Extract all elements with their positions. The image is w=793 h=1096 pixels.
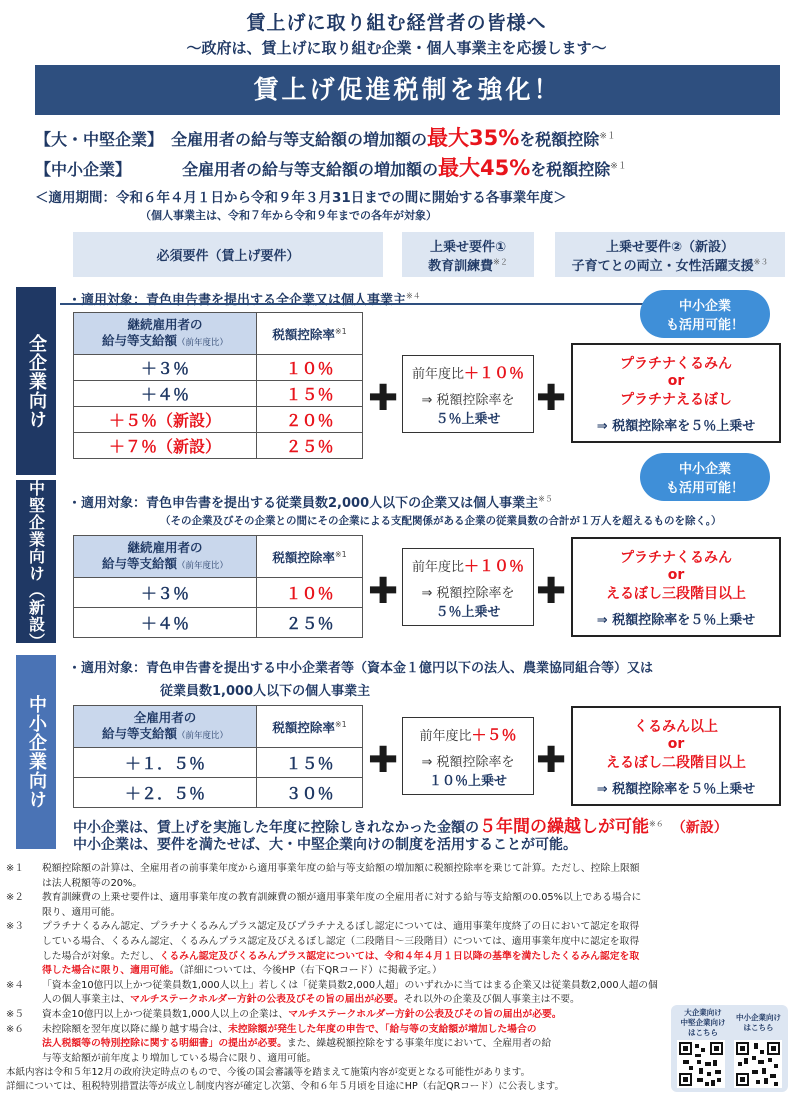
bubble-line1: 中小企業	[678, 299, 731, 314]
rate-cell: ２５％	[257, 608, 363, 638]
footnote-label: ※４	[6, 979, 25, 991]
disclaimer-2: 詳細については、租税特別措置法等が成立し制度内容が確定し次第、令和６年５月頃を目途にHP（右記QRコード）に公表します。	[6, 1081, 565, 1092]
column-header-addon1	[402, 232, 534, 277]
footnote-1	[6, 862, 671, 891]
footnotes	[6, 862, 671, 1066]
box2-note: ⇒ 税額控除率を５％上乗せ	[596, 612, 756, 628]
footnote-text: 人の個人事業主は、	[42, 994, 131, 1006]
addon2-title: 上乗せ要件②（新設）	[605, 239, 734, 255]
footnote-label: ※５	[6, 1008, 25, 1020]
addon1-sub: 教育訓練費	[428, 258, 494, 274]
th-small: （前年度比）	[177, 730, 229, 741]
footnote-highlight: マルチステークホルダー方針の公表及びその旨の届出が必要。	[130, 994, 404, 1006]
addon2-note: ※３	[753, 257, 769, 267]
th-main: 継続雇用者の	[127, 316, 203, 332]
increase-cell: ＋４％	[74, 608, 257, 638]
th-rate: 税額控除率	[272, 720, 335, 736]
footnote-highlight: マルチステークホルダー方針の公表及びその旨の届出が必要。	[288, 1008, 562, 1020]
addon2-sub: 子育てとの両立・女性活躍支援	[571, 258, 754, 274]
th-sub: 給与等支給額	[101, 725, 177, 741]
benefit-category: 【大・中堅企業】	[35, 130, 164, 149]
section-large-divider	[60, 300, 660, 310]
footnote-label: ※２	[6, 892, 25, 904]
bubble-line2: も活用可能！	[665, 318, 744, 333]
benefit-category: 【中小企業】	[35, 160, 132, 179]
footnote-highlight: 未控除額が発生した年度の申告で、「給与等の支給額が増加した場合の	[228, 1023, 537, 1035]
column-header-addon2	[555, 232, 785, 277]
box1-amount: ＋５％	[471, 725, 517, 744]
benefit-amount: 最大45%	[438, 156, 531, 180]
th-main: 継続雇用者の	[127, 539, 203, 555]
benefit-note: ※１	[599, 131, 616, 142]
box1-line2: ⇒ 税額控除率を	[421, 754, 515, 770]
qr-code-large-icon[interactable]	[677, 1040, 725, 1088]
section-mid-addon2-box	[571, 537, 781, 637]
footnote-text: 「資本金10億円以上かつ従業員数1,000人以上」若しくは「従業員数2,000人超」のいずれかに当てはまる企業又は従業員数2,000人超の個	[42, 979, 658, 991]
box2-note: ⇒ 税額控除率を５％上乗せ	[596, 418, 756, 434]
footnote-text: 限り、適用可能。	[42, 906, 121, 918]
benefit-small	[35, 152, 627, 182]
carry-text: 中小企業は、賃上げを実施した年度に控除しきれなかった金額の	[73, 820, 479, 836]
footnote-text: 税額控除額の計算は、全雇用者の前事業年度から適用事業年度の給与等支給額の増加額に税額控除率を乗じて計算。ただし、控除上限額	[42, 863, 640, 874]
footnote-text: （詳細については、今後HP（右下QRコード）に掲載予定。）	[179, 965, 442, 977]
benefit-suffix: を税額控除	[530, 160, 611, 179]
footnote-6	[6, 1023, 671, 1067]
qr-label-line: 大企業向け	[684, 1008, 722, 1017]
section-mid-side-label: 中堅企業向け（新設）	[16, 480, 56, 643]
th-sub: 給与等支給額	[101, 555, 177, 571]
rate-cell: ２０％	[257, 407, 363, 433]
section-large-bubble	[640, 290, 770, 338]
qr-small-label	[731, 1013, 786, 1033]
addon1-title: 上乗せ要件①	[429, 239, 506, 255]
table-row	[74, 407, 363, 433]
footnote-highlight: 得した場合に限り、適用可能。	[42, 965, 180, 977]
section-mid-rate-table	[73, 535, 363, 638]
section-small-side-label: 中小企業向け	[16, 655, 56, 849]
page-subtitle: 〜政府は、賃上げに取り組む企業・個人事業主を応援します〜	[186, 39, 607, 57]
plus-icon: ✚	[368, 571, 399, 612]
box2-line3: えるぼし二段階目以上	[606, 754, 746, 771]
addon1-note: ※２	[493, 257, 508, 267]
use-large-system-note: 中小企業は、要件を満たせば、大・中堅企業向けの制度を活用することが可能。	[73, 837, 577, 853]
th-rate-note: ※1	[334, 326, 347, 336]
section-mid-target-sub: （その企業及びその企業との間にその企業による支配関係がある企業の従業員数の合計が１万人を超えるものを除く。）	[160, 515, 722, 527]
plus-icon: ✚	[536, 571, 567, 612]
page-title: 賃上げに取り組む経営者の皆様へ	[246, 12, 547, 34]
target-text: ・適用対象：青色申告書を提出する全企業又は個人事業主	[68, 293, 407, 308]
bubble-line2: も活用可能！	[665, 481, 744, 496]
table-row	[74, 355, 363, 381]
footnote-4	[6, 979, 671, 1008]
increase-cell: ＋３％	[74, 578, 257, 608]
plus-icon: ✚	[368, 740, 399, 781]
footnote-text: 教育訓練費の上乗せ要件は、適用事業年度の教育訓練費の額が適用事業年度の全雇用者に対する給与等支給額の0.05%以上である場合に	[42, 892, 642, 904]
carry-note: ※６	[649, 819, 664, 829]
rate-cell: ２５％	[257, 433, 363, 459]
target-note: ※４	[406, 291, 421, 301]
table-header-increase	[74, 313, 257, 355]
box2-line2: or	[667, 566, 685, 583]
increase-cell: ＋７％（新設）	[74, 433, 257, 459]
qr-label-line: はこちら	[743, 1023, 774, 1032]
footnote-text: それ以外の企業及び個人事業主は不要。	[403, 994, 580, 1006]
main-banner: 賃上げ促進税制を強化！	[35, 65, 780, 115]
th-rate-note: ※1	[334, 719, 347, 729]
bubble-line1: 中小企業	[678, 462, 731, 477]
column-header-required-label: 必須要件（賃上げ要件）	[156, 249, 300, 264]
section-small-target-2: 従業員数1,000人以下の個人事業主	[160, 684, 371, 699]
table-header-rate	[257, 313, 363, 355]
section-large-addon1-box	[402, 355, 534, 433]
section-mid-target	[68, 492, 553, 511]
section-small-addon2-box	[571, 706, 781, 806]
table-header-rate	[257, 536, 363, 578]
section-large-addon2-box	[571, 343, 781, 443]
applicable-period: ＜適用期間：令和６年４月１日から令和９年３月31日までの間に開始する各事業年度＞	[35, 190, 567, 206]
rate-cell: ３０％	[257, 778, 363, 808]
section-mid-addon1-box	[402, 548, 534, 626]
footnote-label: ※３	[6, 921, 25, 933]
box1-line1: 前年度比	[419, 728, 472, 744]
plus-icon: ✚	[536, 740, 567, 781]
footnote-highlight: くるみん認定及びくるみんプラス認定については、令和４年４月１日以降の基準を満たしたくるみん認定を取	[159, 950, 640, 962]
table-row	[74, 578, 363, 608]
table-header-increase	[74, 536, 257, 578]
box2-line1: プラチナくるみん	[620, 355, 732, 372]
carry-new: （新設）	[671, 820, 728, 836]
increase-cell: ＋２．５％	[74, 778, 257, 808]
th-sub: 給与等支給額	[101, 332, 177, 348]
box1-line2: ⇒ 税額控除率を	[421, 392, 515, 408]
box2-line3: プラチナえるぼし	[620, 391, 732, 408]
benefit-amount: 最大35%	[427, 126, 520, 150]
benefit-text: 全雇用者の給与等支給額の増加額の	[182, 160, 439, 179]
disclaimer-1: 本紙内容は令和５年12月の政府決定時点のもので、今後の国会審議等を踏まえて施策内容が変更となる可能性があります。	[6, 1067, 531, 1078]
benefit-text: 全雇用者の給与等支給額の増加額の	[171, 130, 428, 149]
footnote-text: した場合が対象。ただし、	[42, 950, 160, 962]
footnote-3	[6, 920, 671, 978]
th-rate: 税額控除率	[272, 327, 335, 343]
increase-cell: ＋４％	[74, 381, 257, 407]
benefit-suffix: を税額控除	[519, 130, 600, 149]
table-row	[74, 381, 363, 407]
rate-cell: １０％	[257, 578, 363, 608]
th-rate: 税額控除率	[272, 550, 335, 566]
increase-cell: ＋１．５％	[74, 748, 257, 778]
benefit-large	[35, 122, 616, 152]
footnote-2	[6, 891, 671, 920]
footnote-text: している場合、くるみん認定、くるみんプラス認定及びえるぼし認定（二段階目〜三段階目）については、適用事業年度中に認定を取得	[42, 935, 640, 947]
qr-label-line: 中小企業向け	[736, 1013, 781, 1022]
footnote-text: 資本金10億円以上かつ従業員数1,000人以上の企業は、	[42, 1008, 289, 1020]
box1-line1: 前年度比	[411, 559, 464, 575]
section-small-addon1-box	[402, 717, 534, 795]
section-large-rate-table	[73, 312, 363, 459]
footnote-5	[6, 1008, 671, 1023]
footnote-text: また、繰越税額控除をする事業年度において、全雇用者の給	[286, 1038, 552, 1050]
footnote-text: は法人税額等の20%。	[42, 877, 143, 889]
table-row	[74, 778, 363, 808]
th-small: （前年度比）	[177, 560, 229, 571]
target-note: ※５	[538, 494, 553, 504]
box2-line3: えるぼし三段階目以上	[606, 585, 746, 602]
carry-highlight: ５年間の繰越しが可能	[479, 817, 649, 837]
box1-line1: 前年度比	[411, 366, 464, 382]
footnote-text: 未控除額を翌年度以降に繰り越す場合は、	[42, 1023, 229, 1035]
table-row	[74, 748, 363, 778]
table-header-rate	[257, 706, 363, 748]
box2-line2: or	[667, 735, 685, 752]
increase-cell: ＋５％（新設）	[74, 407, 257, 433]
plus-icon: ✚	[368, 378, 399, 419]
box1-amount: ＋１０％	[464, 556, 525, 575]
qr-label-line: 中堅企業向け	[680, 1018, 726, 1027]
rate-cell: １０％	[257, 355, 363, 381]
rate-cell: １５％	[257, 748, 363, 778]
box2-line1: プラチナくるみん	[620, 549, 732, 566]
box1-line3: １０％上乗せ	[428, 773, 507, 789]
footnote-highlight: 法人税額等の特別控除に関する明細書」の提出が必要。	[42, 1038, 287, 1050]
box2-note: ⇒ 税額控除率を５％上乗せ	[596, 781, 756, 797]
qr-label-line: はこちら	[688, 1028, 718, 1037]
footnote-text: プラチナくるみん認定、プラチナくるみんプラス認定及びプラチナえるぼし認定については、適用事業年度終了の日において認定を取得	[42, 921, 640, 933]
box2-line1: くるみん以上	[634, 718, 718, 735]
box1-line2: ⇒ 税額控除率を	[421, 585, 515, 601]
benefit-note: ※１	[610, 161, 627, 172]
plus-icon: ✚	[536, 378, 567, 419]
box1-amount: ＋１０％	[464, 363, 525, 382]
section-small-target: ・適用対象：青色申告書を提出する中小企業者等（資本金１億円以下の法人、農業協同組合等）又は	[68, 661, 654, 676]
box1-line3: ５％上乗せ	[435, 604, 501, 620]
qr-code-small-icon[interactable]	[734, 1040, 782, 1088]
rate-cell: １５％	[257, 381, 363, 407]
qr-code-panel	[671, 1005, 788, 1092]
increase-cell: ＋３％	[74, 355, 257, 381]
footnote-label: ※１	[6, 863, 25, 874]
section-small-rate-table	[73, 705, 363, 808]
footnote-text: 与等支給額が前年度より増加している場合に限り、適用可能。	[42, 1052, 317, 1064]
box2-line2: or	[667, 372, 685, 389]
section-large-side-label: 全企業向け	[16, 287, 56, 475]
th-rate-note: ※1	[334, 549, 347, 559]
table-row	[74, 608, 363, 638]
applicable-period-note: （個人事業主は、令和７年から令和９年までの各年が対象）	[140, 209, 437, 222]
table-row	[74, 433, 363, 459]
table-header-increase	[74, 706, 257, 748]
box1-line3: ５％上乗せ	[435, 411, 501, 427]
th-small: （前年度比）	[177, 337, 229, 348]
column-header-required	[73, 232, 383, 277]
section-mid-bubble	[640, 453, 770, 501]
target-text: ・適用対象：青色申告書を提出する従業員数2,000人以下の企業又は個人事業主	[68, 496, 539, 511]
qr-large-label	[675, 1008, 731, 1038]
th-main: 全雇用者の	[133, 709, 197, 725]
footnote-label: ※６	[6, 1023, 25, 1035]
